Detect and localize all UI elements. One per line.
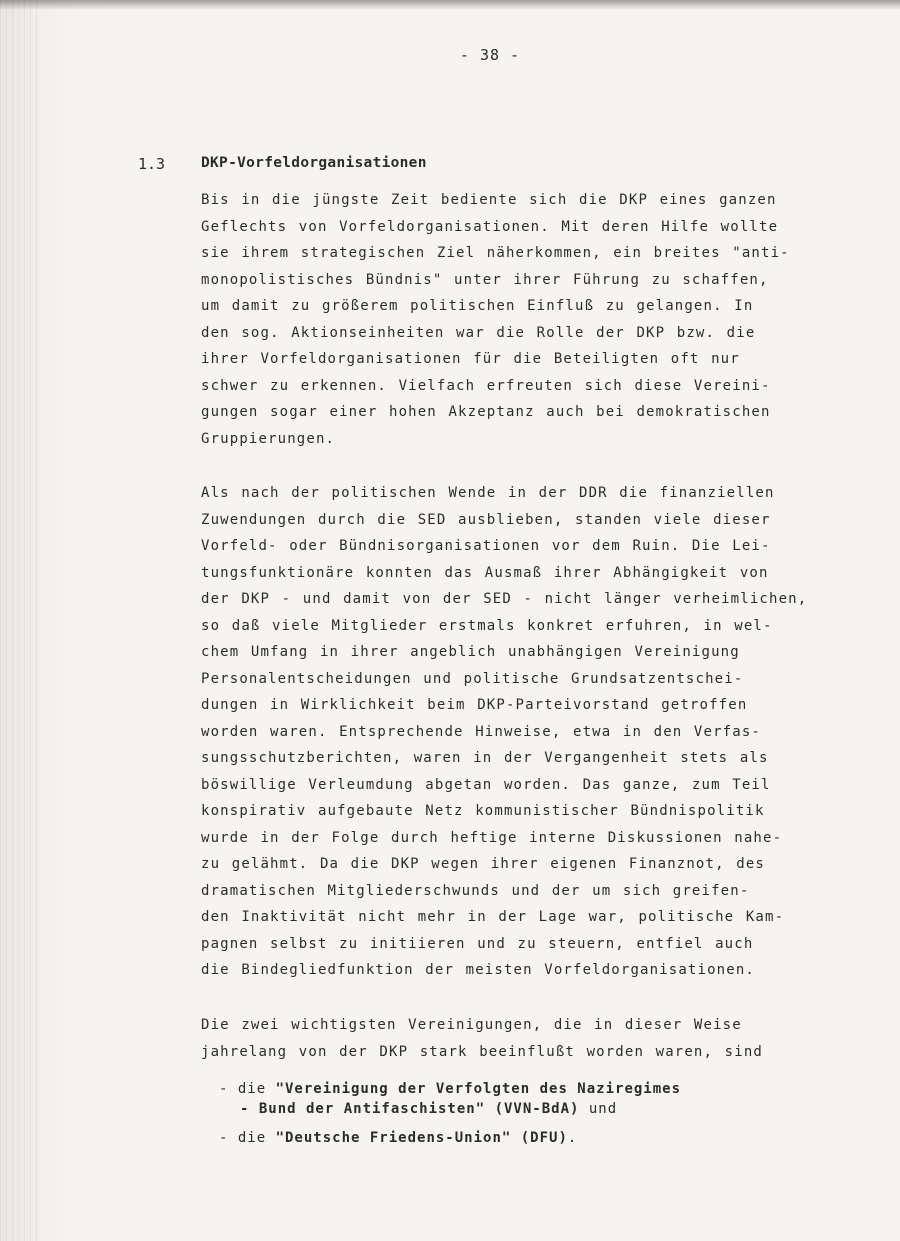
text-line: Bis in die jüngste Zeit bediente sich die DKP eines ganzen <box>201 192 777 208</box>
text-line: Gruppierungen. <box>201 430 336 447</box>
text-line: Die zwei wichtigsten Vereinigungen, die in dieser Weise <box>201 1017 742 1033</box>
organization-name: "Vereinigung der Verfolgten des Naziregimes <box>275 1081 682 1097</box>
list-item-vvn-continued <box>219 1099 681 1125</box>
text-line: die Bindegliedfunktion der meisten Vorfeldorganisationen. <box>201 962 755 978</box>
text-line: böswillige Verleumdung abgetan worden. Das ganze, zum Teil <box>201 776 771 793</box>
page-number: - 38 - <box>459 46 521 64</box>
text-line: ihrer Vorfeldorganisationen für die Beteiligten oft nur <box>201 351 740 367</box>
scan-top-shadow <box>0 0 900 10</box>
list-item-prefix: - die <box>219 1081 276 1097</box>
text-line: gungen sogar einer hohen Akzeptanz auch bei demokratischen <box>201 404 771 420</box>
text-line: Als nach der politischen Wende in der DDR die finanziellen <box>201 485 775 501</box>
text-line: der DKP - und damit von der SED - nicht länger verheimlichen, <box>201 591 808 607</box>
paragraph-vereinigungen <box>201 1012 861 1065</box>
organization-name: "Deutsche Friedens-Union" (DFU) <box>275 1130 568 1146</box>
paragraph-intro <box>201 187 861 452</box>
text-line: Vorfeld- oder Bündnisorganisationen vor dem Ruin. Die Lei- <box>201 538 771 554</box>
binding-edge <box>0 0 42 1241</box>
text-line: schwer zu erkennen. Vielfach erfreuten sich diese Vereini- <box>201 377 771 394</box>
text-line: pagnen selbst zu initiieren und zu steuern, entfiel auch <box>201 935 754 952</box>
organization-name-continued: - Bund der Antifaschisten" (VVN-BdA) <box>240 1101 580 1117</box>
text-line: wurde in der Folge durch heftige interne Diskussionen nahe- <box>201 829 783 846</box>
text-line: dungen in Wirklichkeit beim DKP-Parteivorstand getroffen <box>201 697 748 713</box>
text-line: Geflechts von Vorfeldorganisationen. Mit deren Hilfe wollte <box>201 218 779 235</box>
text-line: so daß viele Mitglieder erstmals konkret erfuhren, in wel- <box>201 617 773 634</box>
text-line: den sog. Aktionseinheiten war die Rolle der DKP bzw. die <box>201 324 756 341</box>
text-line: monopolistisches Bündnis" unter ihrer Führung zu schaffen, <box>201 271 769 288</box>
list-item-vvn <box>219 1079 681 1099</box>
paragraph-wende <box>201 480 861 984</box>
list-item-suffix: . <box>567 1130 578 1146</box>
list-item-dfu <box>219 1125 681 1151</box>
text-line: worden waren. Entsprechende Hinweise, etwa in den Verfas- <box>201 723 761 740</box>
text-line: tungsfunktionäre konnten das Ausmaß ihrer Abhängigkeit von <box>201 564 769 581</box>
text-line: jahrelang von der DKP stark beeinflußt worden waren, sind <box>201 1043 763 1060</box>
text-line: Zuwendungen durch die SED ausblieben, standen viele dieser <box>201 511 771 528</box>
text-line: dramatischen Mitgliederschwunds und der um sich greifen- <box>201 882 750 899</box>
text-line: Personalentscheidungen und politische Grundsatzentschei- <box>201 670 744 687</box>
text-line: konspirativ aufgebaute Netz kommunistischer Bündnispolitik <box>201 803 765 819</box>
text-line: sie ihrem strategischen Ziel näherkommen, ein breites "anti- <box>201 245 790 261</box>
text-line: sungsschutzberichten, waren in der Vergangenheit stets als <box>201 750 769 766</box>
section-title: DKP-Vorfeldorganisationen <box>201 155 427 171</box>
text-line: den Inaktivität nicht mehr in der Lage war, politische Kam- <box>201 909 785 925</box>
text-line: um damit zu größerem politischen Einfluß zu gelangen. In <box>201 298 754 314</box>
text-line: zu gelähmt. Da die DKP wegen ihrer eigenen Finanznot, des <box>201 856 765 872</box>
section-number: 1.3 <box>138 155 166 173</box>
list-item-prefix: - die <box>219 1130 276 1146</box>
list-item-suffix: und <box>579 1101 618 1117</box>
organization-list <box>219 1079 681 1151</box>
text-line: chem Umfang in ihrer angeblich unabhängigen Vereinigung <box>201 644 740 660</box>
